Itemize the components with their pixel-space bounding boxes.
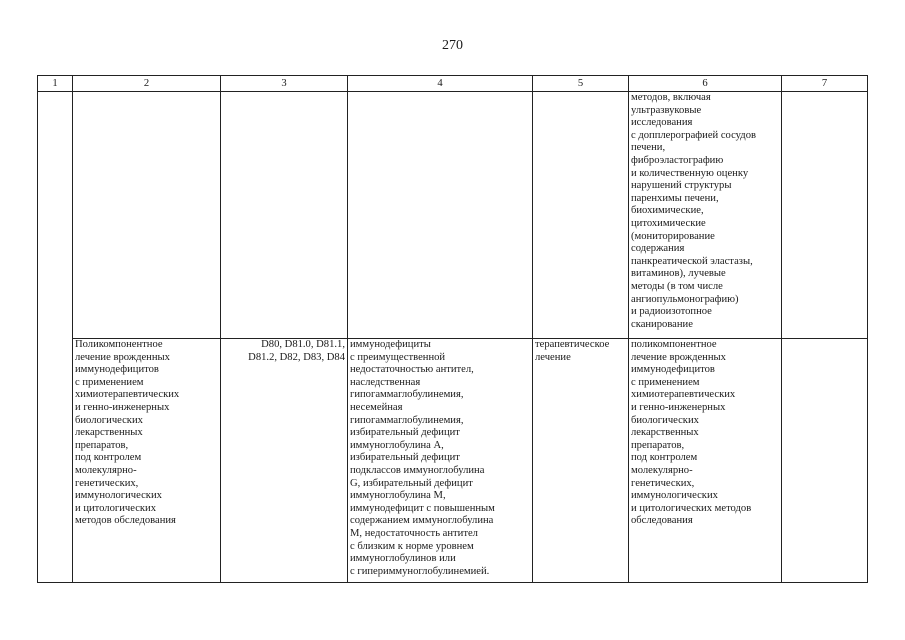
- treatment-name-cell: [73, 339, 221, 583]
- table-row-immunodeficiency: [38, 339, 868, 583]
- text-line: Поликомпонентное: [75, 339, 163, 350]
- text-line: биологических: [631, 414, 699, 426]
- text-line: витаминов), лучевые: [631, 268, 726, 280]
- treatment-method-cell: [629, 339, 782, 583]
- text-line: биологических: [75, 414, 143, 426]
- medical-care-table: [37, 75, 868, 583]
- icd-codes-cell: [221, 339, 348, 583]
- text-line: под контролем: [631, 452, 698, 464]
- column-number-header-row: [38, 76, 868, 92]
- text-line: методов обследования: [75, 515, 176, 527]
- text-line: и радиоизотопное: [631, 306, 712, 318]
- cost-cell: [782, 339, 868, 583]
- text-line: иммунологических: [631, 490, 718, 502]
- text-line: М, недостаточность антител: [350, 527, 478, 539]
- text-line: гипогаммаглобулинемия,: [350, 414, 464, 426]
- text-line: методов, включая: [631, 92, 711, 103]
- column-header-4: 4: [348, 76, 533, 92]
- text-line: и генно-инженерных: [75, 401, 170, 413]
- text-line: лечение: [535, 351, 571, 363]
- text-line: с применением: [631, 376, 700, 388]
- text-line: поликомпонентное: [631, 339, 717, 350]
- treatment-method-cell: [629, 92, 782, 339]
- text-line: химиотерапевтических: [75, 389, 180, 401]
- text-line: с допплерографией сосудов: [631, 129, 756, 141]
- text-line: и цитологических: [75, 502, 157, 514]
- text-line: гипогаммаглобулинемия,: [350, 389, 464, 401]
- text-line: и количественную оценку: [631, 167, 749, 179]
- treatment-name-cell-empty: [73, 92, 221, 339]
- text-line: исследования: [631, 117, 693, 129]
- text-line: печени,: [631, 142, 666, 154]
- text-line: под контролем: [75, 452, 142, 464]
- text-line: подклассов иммуноглобулина: [350, 464, 485, 476]
- text-line: лечение врожденных: [631, 351, 726, 363]
- text-line: с применением: [75, 376, 144, 388]
- text-line: D81.2, D82, D83, D84: [248, 351, 345, 363]
- text-line: нарушений структуры: [631, 180, 732, 192]
- text-line: несемейная: [350, 401, 403, 413]
- text-line: паренхимы печени,: [631, 192, 719, 204]
- text-line: G, избирательный дефицит: [350, 477, 473, 489]
- text-line: сканирование: [631, 318, 693, 330]
- treatment-type-cell: [533, 339, 629, 583]
- column-header-6: 6: [629, 76, 782, 92]
- text-line: лекарственных: [75, 427, 143, 439]
- text-line: иммунодефицитов: [631, 364, 715, 376]
- text-line: лечение врожденных: [75, 351, 170, 363]
- text-line: (мониторирование: [631, 230, 715, 242]
- text-line: иммунодефицитов: [75, 364, 159, 376]
- text-line: молекулярно-: [631, 464, 693, 476]
- text-line: недостаточностью антител,: [350, 364, 474, 376]
- text-line: терапевтическое: [535, 339, 610, 350]
- text-line: лекарственных: [631, 427, 699, 439]
- text-line: биохимические,: [631, 205, 704, 217]
- text-line: содержания: [631, 243, 685, 255]
- text-line: избирательный дефицит: [350, 452, 460, 464]
- table-row-continuation: [38, 92, 868, 339]
- text-line: иммунодефициты: [350, 339, 431, 350]
- text-line: методы (в том числе: [631, 280, 723, 292]
- text-line: наследственная: [350, 376, 421, 388]
- text-line: молекулярно-: [75, 464, 137, 476]
- text-line: фиброэластографию: [631, 154, 724, 166]
- text-line: содержанием иммуноглобулина: [350, 515, 494, 527]
- cost-cell-empty: [782, 92, 868, 339]
- text-line: химиотерапевтических: [631, 389, 736, 401]
- text-line: цитохимические: [631, 217, 706, 229]
- page-number: 270: [442, 38, 463, 53]
- text-line: иммуноглобулина М,: [350, 490, 446, 502]
- text-line: ангиопульмонографию): [631, 293, 739, 305]
- text-line: с гипериммуноглобулинемией.: [350, 565, 490, 577]
- text-line: иммунодефицит с повышенным: [350, 502, 495, 514]
- text-line: иммунологических: [75, 490, 162, 502]
- text-line: избирательный дефицит: [350, 427, 460, 439]
- text-line: иммуноглобулина А,: [350, 439, 444, 451]
- column-header-5: 5: [533, 76, 629, 92]
- text-line: с преимущественной: [350, 351, 446, 363]
- text-line: и цитологических методов: [631, 502, 752, 514]
- text-line: препаратов,: [631, 439, 685, 451]
- column-header-7: 7: [782, 76, 868, 92]
- column-header-3: 3: [221, 76, 348, 92]
- text-line: и генно-инженерных: [631, 401, 726, 413]
- text-line: генетических,: [631, 477, 695, 489]
- text-line: панкреатической эластазы,: [631, 255, 753, 267]
- text-line: с близким к норме уровнем: [350, 540, 474, 552]
- column-header-1: 1: [38, 76, 73, 92]
- text-line: ультразвуковые: [631, 104, 702, 116]
- text-line: иммуноглобулинов или: [350, 553, 456, 565]
- patient-model-cell: [348, 339, 533, 583]
- patient-model-cell-empty: [348, 92, 533, 339]
- text-line: препаратов,: [75, 439, 129, 451]
- text-line: генетических,: [75, 477, 139, 489]
- text-line: D80, D81.0, D81.1,: [261, 339, 345, 350]
- treatment-type-cell-empty: [533, 92, 629, 339]
- row-number-cell: [38, 92, 73, 583]
- column-header-2: 2: [73, 76, 221, 92]
- icd-codes-cell-empty: [221, 92, 348, 339]
- text-line: обследования: [631, 515, 693, 527]
